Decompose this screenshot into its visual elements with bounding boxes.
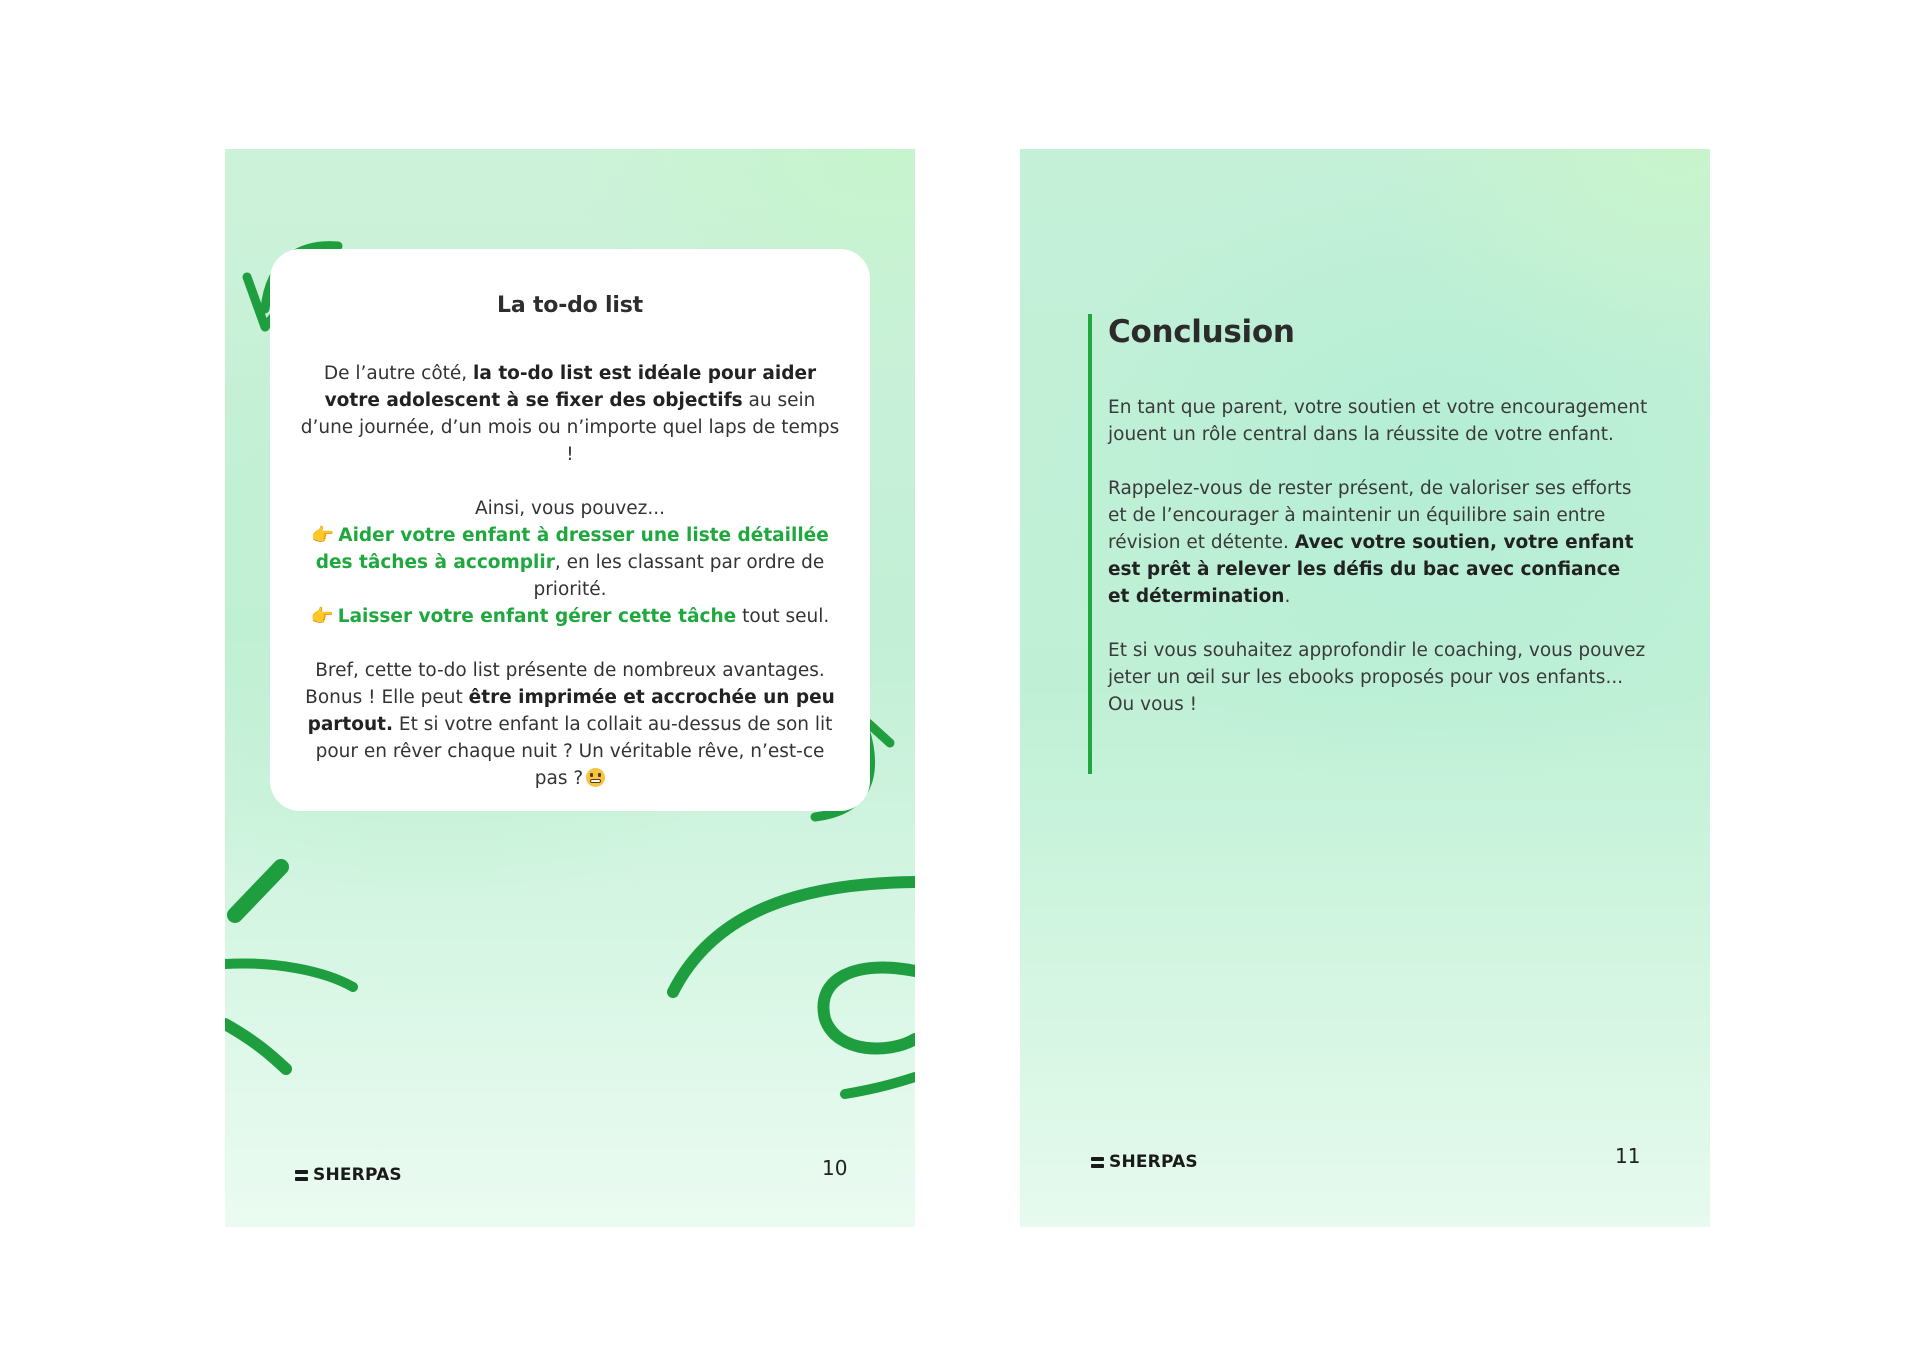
- conclusion-body: [1108, 394, 1648, 745]
- list-item-2-rest: tout seul.: [736, 606, 830, 627]
- accent-bar: [1088, 314, 1092, 774]
- card-paragraph-intro: [300, 360, 840, 468]
- conclusion-p2-text: Rappelez-vous de rester présent, de valoriser ses efforts et de l’encourager à maintenir un équilibre sain entre révision et détente.: [1108, 478, 1632, 553]
- scribble-dash-bottom: [225, 1024, 286, 1069]
- sherpas-logo: [1091, 1152, 1198, 1172]
- list-intro: Ainsi, vous pouvez...: [474, 498, 666, 519]
- list-item-1-highlight: Aider votre enfant à dresser une liste détaillée des tâches à accomplir: [315, 525, 829, 573]
- sherpas-logo-icon: [295, 1170, 308, 1181]
- pointing-hand-icon: 👉: [311, 525, 335, 546]
- scribble-tail: [845, 1077, 915, 1094]
- scribble-arc-large: [673, 882, 915, 992]
- intro-text-end: au sein d’une journée, d’un mois ou n’importe quel laps de temps !: [300, 390, 840, 465]
- page-11: [1020, 149, 1710, 1227]
- page-10: [225, 149, 915, 1227]
- list-item-2-highlight: Laisser votre enfant gérer cette tâche: [337, 606, 737, 627]
- intro-text: De l’autre côté,: [323, 363, 474, 384]
- conclusion-paragraph-1: En tant que parent, votre soutien et votre encouragement jouent un rôle central dans la réussite de votre enfant.: [1108, 397, 1648, 445]
- intro-bold: la to-do list est idéale pour aider votre adolescent à se fixer des objectifs: [324, 363, 817, 411]
- scribble-dash-top: [235, 867, 281, 915]
- card-title: La to-do list: [497, 293, 643, 318]
- list-item-2: [300, 603, 840, 630]
- scribble-loop: [823, 968, 915, 1049]
- page-number: 10: [822, 1156, 848, 1180]
- conclusion-p2-bold: Avec votre soutien, votre enfant est prêt à relever les défis du bac avec confiance et détermination: [1108, 532, 1634, 607]
- conclusion-paragraph-3: Et si vous souhaitez approfondir le coaching, vous pouvez jeter un œil sur les ebooks proposés pour vos enfants... Ou vous !: [1108, 640, 1646, 715]
- conclusion-paragraph-2: [1108, 475, 1648, 610]
- logo-text: SHERPAS: [1109, 1152, 1198, 1172]
- todo-list-card: [270, 249, 870, 811]
- conclusion-p2-end: .: [1284, 586, 1291, 607]
- summary-text-end: Et si votre enfant la collait au-dessus de son lit pour en rêver chaque nuit ? Un véritable rêve, n’est-ce pas ?: [315, 714, 833, 789]
- grinning-face-icon: [586, 768, 605, 787]
- scribble-dash-middle: [225, 963, 353, 987]
- summary-text: Bref, cette to-do list présente de nombreux avantages. Bonus ! Elle peut: [305, 660, 825, 708]
- page-number: 11: [1615, 1144, 1641, 1168]
- conclusion-title: Conclusion: [1108, 314, 1295, 350]
- sherpas-logo-icon: [1091, 1157, 1104, 1168]
- sherpas-logo: [295, 1165, 402, 1185]
- summary-bold: être imprimée et accrochée un peu partout.: [307, 687, 835, 735]
- list-item-1: [300, 522, 840, 603]
- list-item-1-rest: , en les classant par ordre de priorité.: [533, 552, 825, 600]
- card-paragraph-summary: [300, 657, 840, 792]
- pointing-hand-icon: 👉: [310, 606, 334, 627]
- card-paragraph-list: [300, 495, 840, 630]
- logo-text: SHERPAS: [313, 1165, 402, 1185]
